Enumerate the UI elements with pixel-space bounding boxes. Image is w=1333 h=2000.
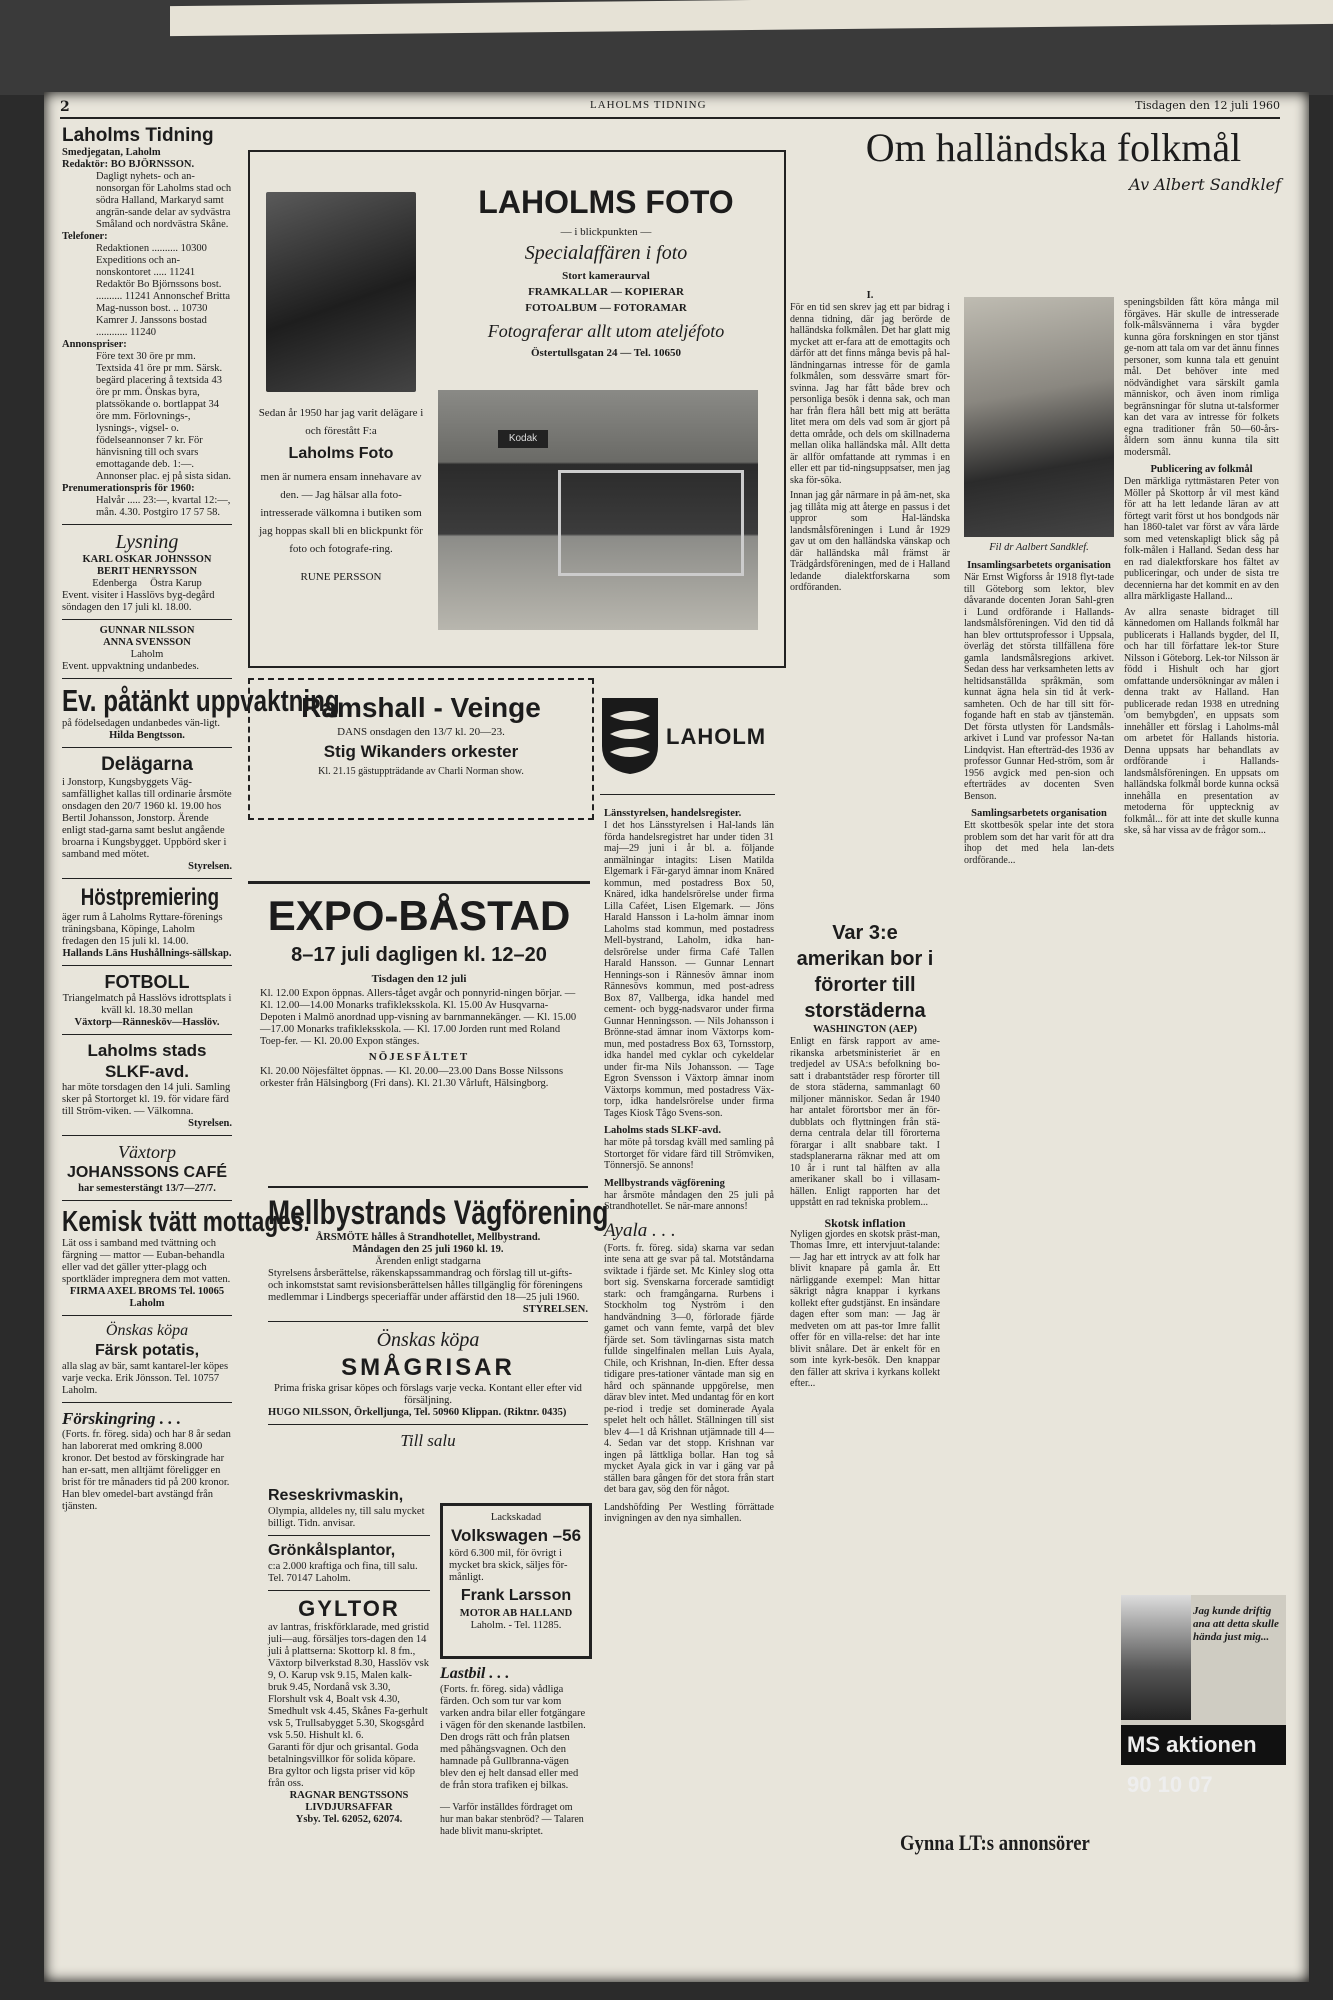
ramshall-orchestra: Stig Wikanders orkester [323, 742, 519, 761]
gyltor-text-2: Garanti för djur och grisantal. Goda betalningsvillkor för solida köpare. Bra gyltor och ligsta priser vid köp från oss. [268, 1742, 419, 1789]
insamling-heading: Insamlingsarbetets organisation [967, 560, 1111, 571]
foto-title: LAHOLMS FOTO [478, 184, 734, 220]
fotboll-heading: FOTBOLL [104, 972, 190, 992]
hostpremiering-text: äger rum å Laholms Ryttare-förenings träningsbana, Köpinge, Laholm fredagen den 15 juli kl. 14.00. [62, 912, 223, 947]
lysning-text: Event. visiter i Hasslövs byg-degård söndagen den 17 juli kl. 18.00. [62, 590, 215, 613]
slkf-signature: Styrelsen. [188, 1118, 232, 1129]
article-col-3-text: speningsbilden fått köra många mil förgäves. Här skulle de intresserade folk-målsvännerna i våra bygder kunna göra forskningen en stor tjänst ge-nom att tala om var det ännu finnes personer, som kunna tala ett genuint mål. Det behöver inte med nödvändighet vara särskilt gamla människor, och även inom rimliga begränsningar för slutna ut-talsformer kan det vara av intresse för folkets egna traditioner från 50—60-års-åldern som ännu kunna tila sitt modersmål. [1124, 297, 1279, 458]
delagarna-text: i Jonstorp, Kungsbyggets Väg-samfällighet kallas till ordinarie årsmöte onsdagen den 20/7 1960 kl. 19.00 hos Bertil Johansson, Jonstorp. Ärende enligt stad-garna samt beslut angående broarna i Kungsbygget. Uppbörd sker i samband med mötet. [62, 777, 232, 860]
mellby-text: Styrelsens årsberättelse, räkenskapssammandrag och förslag till ut-gifts- och inkomststat samt revisionsberättelsen hålles tillgänglig för föreningens medlemmar i Lindbergs speceriaffär under affärstid den 18—25 juli 1960. [268, 1268, 583, 1303]
article-para-2: Innan jag går närmare in på äm-net, ska jag tillåta mig att återge en passus i det uppror som Hal-ländska landsmålsföreningen i Lund år 1929 gav ut om den halländska vänskap och där halländska mål främst är Trädgårdsföreningen, med de i Halland ledande dialektforskarna som ordföranden. [790, 490, 950, 593]
foto-left-name: Laholms Foto [288, 445, 394, 462]
hostpremiering-heading: Höstpremiering [80, 884, 220, 911]
slkf-heading: Laholms stads SLKF-avd. [87, 1041, 207, 1081]
lysning-names: KARL OSKAR JOHNSSON BERIT HENRYSSON [82, 554, 212, 577]
gyltor-signature: RAGNAR BENGTSSONS LIVDJURSAFFAR [289, 1790, 409, 1813]
vw-text: körd 6.300 mil, för övrigt i mycket bra skick, säljes för-månligt. [449, 1548, 568, 1583]
subscription-heading: Prenumerationspris för 1960: [62, 483, 195, 494]
smagrisar-text: Prima friska grisar köpes och förslags varje vecka. Kontant eller efter vid försäljning. [274, 1383, 582, 1406]
forskingring-heading: Förskingring . . . [62, 1409, 182, 1428]
foto-address: Östertullsgatan 24 — Tel. 10650 [530, 347, 682, 359]
laholm-crest-icon [600, 696, 660, 776]
uppvaktning-signature: Hilda Bengtsson. [109, 730, 185, 741]
vw-heading: Lackskadad [490, 1512, 542, 1523]
ad-prices: Före text 30 öre pr mm. Textsida 41 öre pr mm. Särsk. begärd placering å textsida 43 öre pr mm. Önskas byra, platssökande o. bortlappat 34 öre mm. Förlovnings-, lysnings-, vigsel- o. födelseannonser 7 kr. För hänvisning till och svars emottagande deb. 1:—. Annonser plac. ej på sista sidan. [96, 351, 232, 482]
vw-firm: MOTOR AB HALLAND [459, 1608, 573, 1619]
gyltor-text: av lantras, friskförklarade, med gristid juli—aug. försäljes tors-dagen den 14 juli å plattserna: Skottorp kl. 8 fm., Växtorp bilverkstad 8.30, Hasslöv vsk 9, O. Karup vsk 9.15, Malen kalk-bruk 9.45, Nordanå vsk 3.30, Florshult vsk 4, Boalt vsk 4.30, Smedhult vsk 4.45, Skånes Fa-gerhult vsk 5, Trullsabygget 5.30, Skogsgård vsk 5.50. Hishult kl. 6. [268, 1622, 429, 1741]
vw-phone: Laholm. - Tel. 11285. [470, 1620, 562, 1631]
kemisk-tvatt-heading: Kemisk tvätt mottages. [62, 1206, 310, 1238]
onskas-kopa-heading: Önskas köpa [105, 1322, 189, 1339]
phones-heading: Telefoner: [62, 231, 108, 242]
lysning-heading: Lysning [115, 531, 179, 553]
uppvaktning-heading: Ev. påtänkt uppvaktning [62, 683, 340, 718]
foto-left-text-2: men är numera ensam innehavare av den. — Jag hälsar alla foto-intresserade välkomna i butiken som jag hoppas skall bli en blickpunkt för foto och fotografe-ring. [259, 471, 423, 555]
uppvaktning-text: på födelsedagen undanbedes vän-ligt. [62, 718, 221, 729]
volkswagen-ad [440, 1503, 592, 1659]
lansstyrelsen-text: I det hos Länsstyrelsen i Hal-lands län förda handelsregistret har under tiden 31 maj—29 juni i år bl. a. följande anmälningar intagits: Lisen Matilda Elgemark i Fär-garyd ämnar inom Knäred kommun, med postadress Box 50, Knäred, idka handelsrörelse under firma Lilla Caféet, Lisen Elgemark. — Jöns Harald Hansson i La-holm ämnar inom Laholms stad kommun, med postadress Mell-bystrand, Laholm, idka han-delsrörelse under firma Café Tallen Harald Hansson. — Gunnar Lennart Hennings-son i Rännesöv ämnar inom Rännesövs kommun, med post-adress Box 87, Vallberga, idka handel med cement- och bygg-nadsvaror under firma Gunnar Henningsson. — Nils Johansson i Brönne-stad ämnar inom Växtorps kom-mun, med postadress Box 63, Tornsstorp, idka handel med cyklar och cykeldelar under fir-ma Nils Johansson. — Tage Egron Svensson i Växtorp ämnar inom Växtorps kommun, med postadress Väx-torp, idka handelsrörelse under firma Tages Kiosk Tågo Svens-son. [604, 820, 774, 1119]
foto-signature: RUNE PERSSON [300, 571, 382, 583]
smagrisar-title: SMÅGRISAR [341, 1354, 515, 1381]
fotboll-text: Triangelmatch på Hasslövs idrottsplats i kväll kl. 18.30 mellan [62, 993, 232, 1016]
foto-special: Specialaffären i foto [524, 242, 688, 264]
sandklef-caption: Fil dr Aalbert Sandklef. [989, 542, 1089, 553]
kemisk-tvatt-text: Lät oss i samband med tvättning och färgning — mattor — Euban-behandla eller vad det gäller ytter-plagg och sportkläder impregnera dem mot vatten. [62, 1238, 231, 1285]
amerikan-text: Enligt en färsk rapport av ame-rikanska arbetsministeriet är en tredjedel av USA:s befolkning bo-satt i drabantstäder resp förorter till de stora städerna, sammanlagt 60 miljoner människor. Sedan år 1940 har antalet förortsbor mer än för-dubblats och flyttningen från stä-derna centrala delar till förorterna förargar i allt snabbare takt. I stadsplanerarna räknar med att om 10 år i runt tal hälften av alla amerikaner skall bo i villasam-hällen. Enligt rapporten har det uppstått en rad tekniska problem... [790, 1036, 940, 1208]
page-number: 2 [60, 99, 70, 115]
publicering-text: Den märkliga ryttmästaren Peter von Möller på Skottorp år vil mest känd för att ha lett ledande läran av att förtegt varit först ut hos bondgods när han 1860-talet var först av våra lärde som med vetenskapligt blick såg på folk-målen i Halland. Sedan dess har en rad dialektforskare hos fältet av publiceringar, och under de sista tre decennierna har det kommit en av den allra märkligaste Halland... [1124, 476, 1279, 602]
article-col-3 [1124, 297, 1279, 837]
page-date: Tisdagen den 12 juli 1960 [1135, 99, 1280, 112]
skotsk-text: Nyligen gjordes en skotsk präst-man, Thomas Imre, ett intervjuut-talande: — Jag har ett intryck av att folk har blivit knapare på gamla år. Ett närliggande exempel: Man hittar säkrigt några knappar i kyrkans kollekt efter gudstjänst. En insändare dagen efter som man: — Jag är medveten om att pas-tor Imre fallit offer för en villa-relse: det har inte blivit snålare. Det är enkelt för en som inte kyrk-besök. Den knappar den fäller att skriva i kyrkans kollekt efter... [790, 1228, 940, 1389]
smagrisar-signature: HUGO NILSSON, Örkelljunga, Tel. 50960 Klippan. (Riktnr. 0435) [268, 1407, 567, 1418]
mellby-news-heading: Mellbystrands vägförening [604, 1177, 725, 1189]
slkf-news-text: har möte på torsdag kväll med samling på Stortorget för vidare färd till Strömviken, Tönnersjö. Se annons! [604, 1137, 774, 1171]
vw-model: Volkswagen –56 [450, 1526, 582, 1545]
lysning-places: Edenberga Östra Karup [92, 578, 202, 589]
smagrisar-heading: Önskas köpa [376, 1329, 480, 1351]
publicering-text-2: Av allra senaste bidraget till kännedomen om Hallands folkmål har publicerats i Hallands bygder, del II, och har till författare lek-tor Sture Nilsson i Göteborg. Lek-tor Nilsson är född i Hishult och har gjort omfattande undersökningar av målen i denna trakt av Halland. Han publicerade redan 1938 en utredning 'om bemybgden', en uppsats som innehåller ett förslag i Laholms-mål om arbetet för Hallands historia. Denna uppsats har behandlats av ordförande i Hallands-landsmålsföreningen. En uppsats om halländska folkmål borde kunna ocksä innehålla en presentation av metoderna för upptecknig av folkmål... för att inte det skulle kunna ske, så har vissa av de frågor som... [1124, 606, 1279, 836]
paper-title: LAHOLMS TIDNING [590, 99, 707, 111]
article-byline: Av Albert Sandklef [1129, 175, 1281, 194]
article-section: I. [866, 290, 874, 301]
reseskrivmaskin-heading: Reseskrivmaskin, [268, 1487, 404, 1504]
insamling-text: När Ernst Wigforss år 1918 flyt-tade till Göteborg som lektor, blev dåvarande docenten Joran Sahl-gren i Lund ordförande i Hallands-landsmålsföreningen. Vid den tid då han blev orttutsprofessor i Uppsala, överläg det största tillfällena före gamla landsmålsregions arkivet. Sedan dess har verksamheten letts av heltidsanställda språkmän, som kunnat ägna hela sin tid åt verk-samheten. Och de har till sitt för-fogande haft en stab av tjänstemän. Det första utlysten för Landsmåls-arkivet i Lund var professor Na-tan Lindqvist. Han efterträd-des 1936 av professor Gunnar Hed-ström, som år 1956 avgick med pen-sion och efterträdes av docenten Sven Benson. [964, 572, 1114, 802]
reseskrivmaskin-text: Olympia, alldeles ny, till salu mycket billigt. Tidn. anvisar. [268, 1506, 425, 1529]
article-col-2 [964, 560, 1114, 866]
kemisk-tvatt-signature: FIRMA AXEL BROMS Tel. 10065 Laholm [69, 1286, 225, 1309]
amerikan-article [790, 920, 940, 1390]
masthead: Laholms Tidning [62, 125, 214, 146]
ramshall-title: Ramshall - Veinge [301, 692, 541, 723]
engagement-place: Laholm [130, 649, 164, 660]
expo-dates: 8–17 juli dagligen kl. 12–20 [291, 944, 547, 966]
foto-stort: Stort kameraurval [562, 270, 650, 282]
expo-title: EXPO-BÅSTAD [267, 892, 571, 939]
page-header [60, 95, 1280, 119]
publicering-heading: Publicering av folkmål [1150, 464, 1253, 475]
ayala-heading: Ayala . . . [604, 1219, 676, 1241]
laholms-foto-ad [248, 150, 786, 668]
mellby-ad [268, 1186, 609, 1452]
ms-slogan: Jag kunde driftig ana att detta skulle hända just mig... [1193, 1605, 1279, 1643]
ramshall-dans: DANS onsdagen den 13/7 kl. 20—23. [337, 726, 505, 738]
shop-photo [438, 390, 758, 630]
lastbil-heading: Lastbil . . . [440, 1665, 510, 1682]
article-para-1: För en tid sen skrev jag ett par bidrag i denna tidning, där jag berörde de halländska folkmålen. Det har glatt mig mycket att er-fara att de emottagits och därför att det finns många bevis på hal-ländningarnas intresse för de gamla folkmålen, som dessvärre smart för-svinna. Jag har fått både brev och personliga besök i denna sak, och man har från flera håll bett mig att berätta litet mera om dels vad som är gjort på detta område, och dels om skillnaderna mellan olika halländska mål. Allt detta är allför omfattande att rymmas i en eller ett par tid-ningsuppsatser, men jag ska för-söka. [790, 302, 950, 486]
tillsalu-heading: Till salu [400, 1431, 456, 1450]
ms-photo [1121, 1595, 1191, 1720]
expo-nojes: NÖJESFÄLTET [368, 1051, 470, 1063]
samling-heading: Samlingsarbetets organisation [971, 808, 1107, 819]
samling-text: Ett skottbesök spelar inte det stora problem som det har varit för att dra ihop det med hela lan-dets ordförande... [964, 820, 1114, 866]
gronkal-heading: Grönkålsplantor, [268, 1542, 396, 1559]
mellby-line-2: Måndagen den 25 juli 1960 kl. 19. [352, 1244, 504, 1255]
gronkal-text: c:a 2.000 kraftiga och fina, till salu. Tel. 70147 Laholm. [268, 1561, 418, 1584]
slkf-news-heading: Laholms stads SLKF-avd. [604, 1125, 721, 1136]
delagarna-heading: Delägarna [101, 754, 193, 775]
article-title: Om halländska folkmål [865, 125, 1242, 170]
portrait-photo [266, 192, 416, 392]
folkmal-article [826, 125, 1281, 194]
vaxtorp-text: har semesterstängt 13/7—27/7. [78, 1183, 216, 1194]
ayala-text: (Forts. fr. föreg. sida) skarna var sedan inte sena att ge svar på tal. Motståndarna sviktade i fjärde set. Mc Kinley slog otta bort sig. Svenskarna forcerade samtidigt stark: och framgångarna. Rurbens i Stockholm tog Nyström i den handvändning 3—0, förlorade fjärde gamet och vann femte, varpå det blev fjärde set. Som tävlingarnas sista match fullde singelfinalen mellan Luis Ayala, Chile, och Krishnan, In-dien. Efter dessa tidigare pres-tationer väntade man sig en hård och spännande uppgörelse, men därav blev intet. Med undantag för en kort pe-riod i tredje set dominerade Ayala spelet helt och hållet. Ställningen till sist blev 4—1 då Krishnan utjämnade till 4—4. Sedan var det stopp. Krishnan var ingen på lättkliga bollar. Han tog så mycket Ayala gick in var i gäng var på ställen bara gången för det stora från start det bara gav, sög den för något. [604, 1242, 774, 1495]
laholm-crest-name: LAHOLM [666, 724, 767, 749]
foto-line-1: FRAMKALLAR — KOPIERAR [528, 286, 684, 298]
lastbil-joke: — Varför inställdes fördraget om hur man bakar stenbröd? — Talaren hade blivit manu-skriptet. [440, 1802, 584, 1837]
sandklef-photo [964, 297, 1114, 537]
foto-sub: — i blickpunkten — [560, 226, 652, 238]
kodak-sign: Kodak [498, 430, 548, 448]
editor-line: Redaktör: BO BJÖRNSSON. [62, 159, 195, 170]
simhall-caption: Landshöfding Per Westling förrättade invigningen av den nya simhallen. [604, 1501, 774, 1524]
lansstyrelsen-heading: Länsstyrelsen, handelsregister. [604, 808, 742, 819]
phones-list: Redaktionen .......... 10300 Expeditions och an-nonskontoret ..... 11241 Redaktör Bo Björnssons bost. .......... 11241 Annonschef Britta Mag-nusson bost. .. 10730 Kamrer J. Janssons bostad ............ 11240 [96, 243, 231, 338]
forskingring-text: (Forts. fr. föreg. sida) och har 8 år sedan han laborerat med omkring 8.000 kronor. Det bestod av förskingrade har han er-satt, men alltjämt föreligger en brist för tre månaders tid på 200 kronor. Han blev omedel-bart avstängd från tjänsten. [62, 1429, 231, 1512]
mellby-line-3: Ärenden enligt stadgarna [375, 1256, 481, 1267]
slkf-text: har möte torsdagen den 14 juli. Samling sker på Stortorget kl. 19. för vidare färd till Ström-viken. — Välkomna. [62, 1082, 231, 1117]
skotsk-heading: Skotsk inflation [824, 1215, 906, 1230]
gyltor-heading: GYLTOR [298, 1596, 400, 1621]
vaxtorp-cafe-name: JOHANSSONS CAFÉ [66, 1164, 228, 1181]
lastbil-article [440, 1664, 586, 1838]
gynna-annonsorer: Gynna LT:s annonsörer [900, 1830, 1090, 1855]
vw-seller: Frank Larsson [460, 1587, 572, 1604]
vaxtorp-heading: Växtorp [118, 1142, 176, 1162]
ramshall-ad [248, 678, 594, 820]
foto-left-text-1: Sedan år 1950 har jag varit delägare i och förestått F:a [258, 407, 424, 437]
laholm-crest-ad [600, 688, 775, 795]
foto-fotograferar: Fotograferar allt utom ateljéfoto [487, 321, 725, 341]
expo-text-2: Kl. 20.00 Nöjesfältet öppnas. — Kl. 20.00—23.00 Dans Bosse Nilssons orkester från Hälsingborg (Fri dans). Kl. 21.30 Vårluft, Hälsingborg. [260, 1066, 564, 1089]
hostpremiering-signature: Hallands Läns Hushållnings-sällskap. [62, 948, 232, 959]
potatis-text: alla slag av bär, samt kantarel-ler köpes varje vecka. Erik Jönsson. Tel. 10757 Laholm. [62, 1361, 229, 1396]
mellby-title: Mellbystrands Vägförening [268, 1194, 609, 1232]
lastbil-text: (Forts. fr. föreg. sida) vådliga färden. Och som tur var kom varken andra bilar eller fotgängare i vägen för den skenande lastbilen. Den drogs rätt och från platsen med påhängsvagnen. Och den hamnade på Gullbranna-vägen blev den ej helt dansad eller med de från stora trafiken ej bilkas. [440, 1684, 586, 1791]
subscription-prices: Halvår ..... 23:—, kvartal 12:—, mån. 4.30. Postgiro 17 57 58. [96, 495, 231, 518]
expo-ad [248, 881, 590, 1174]
delagarna-signature: Styrelsen. [188, 861, 232, 872]
tillsalu-column [268, 1486, 430, 1826]
ad-prices-heading: Annonspriser: [62, 339, 127, 350]
article-col-1 [790, 290, 950, 594]
engagement-names: GUNNAR NILSSON ANNA SVENSSON [99, 625, 195, 648]
mellby-signature: STYRELSEN. [522, 1304, 588, 1315]
engagement-text: Event. uppvaktning undanbedes. [62, 661, 200, 672]
expo-text-1: Kl. 12.00 Expon öppnas. Allers-tåget avgår och ponnyrid-ningen börjar. — Kl. 12.00—14.00 Monarks trafikleksskola. Kl. 15.00 Av Husqvarna-Depoten i Malmö anordnad upp-visning av barnmannekänger. — Kl. 15.00—17.00 Monarks trafikleksskola. — Kl. 17.00 Jorden runt med Roland Toep-fer. — Kl. 20.00 Expon stänges. [260, 988, 577, 1047]
mellby-news-text: har årsmöte måndagen den 25 juli på Strandhotellet. Se när-mare annons! [604, 1189, 774, 1212]
potatis-heading: Färsk potatis, [94, 1342, 200, 1359]
masthead-address: Smedjegatan, Laholm [62, 147, 161, 158]
mellby-line-1: ÅRSMÖTE hålles å Strandhotellet, Mellbystrand. [315, 1232, 541, 1243]
gyltor-phone: Ysby. Tel. 62052, 62074. [295, 1814, 403, 1825]
column-news [604, 808, 774, 1525]
amerikan-dateline: WASHINGTON (AEP) [813, 1024, 917, 1035]
ms-aktionen-ad [1121, 1595, 1286, 1797]
foto-line-2: FOTOALBUM — FOTORAMAR [525, 302, 687, 314]
ramshall-show: Kl. 21.15 gästuppträdande av Charli Norman show. [318, 766, 524, 777]
expo-sub: Tisdagen den 12 juli [371, 973, 467, 985]
ms-brand: MS aktionen 90 10 07 [1121, 1725, 1286, 1765]
fotboll-teams: Växtorp—Rännesköv—Hasslöv. [74, 1017, 220, 1028]
paper-description: Dagligt nyhets- och an-nonsorgan för Laholms stad och södra Halland, Markaryd samt angrän-sande delar av sydvästra Småland och nordvästra Skåne. [96, 171, 232, 230]
amerikan-heading: Var 3:e amerikan bor i förorter till storstäderna [796, 922, 934, 1022]
